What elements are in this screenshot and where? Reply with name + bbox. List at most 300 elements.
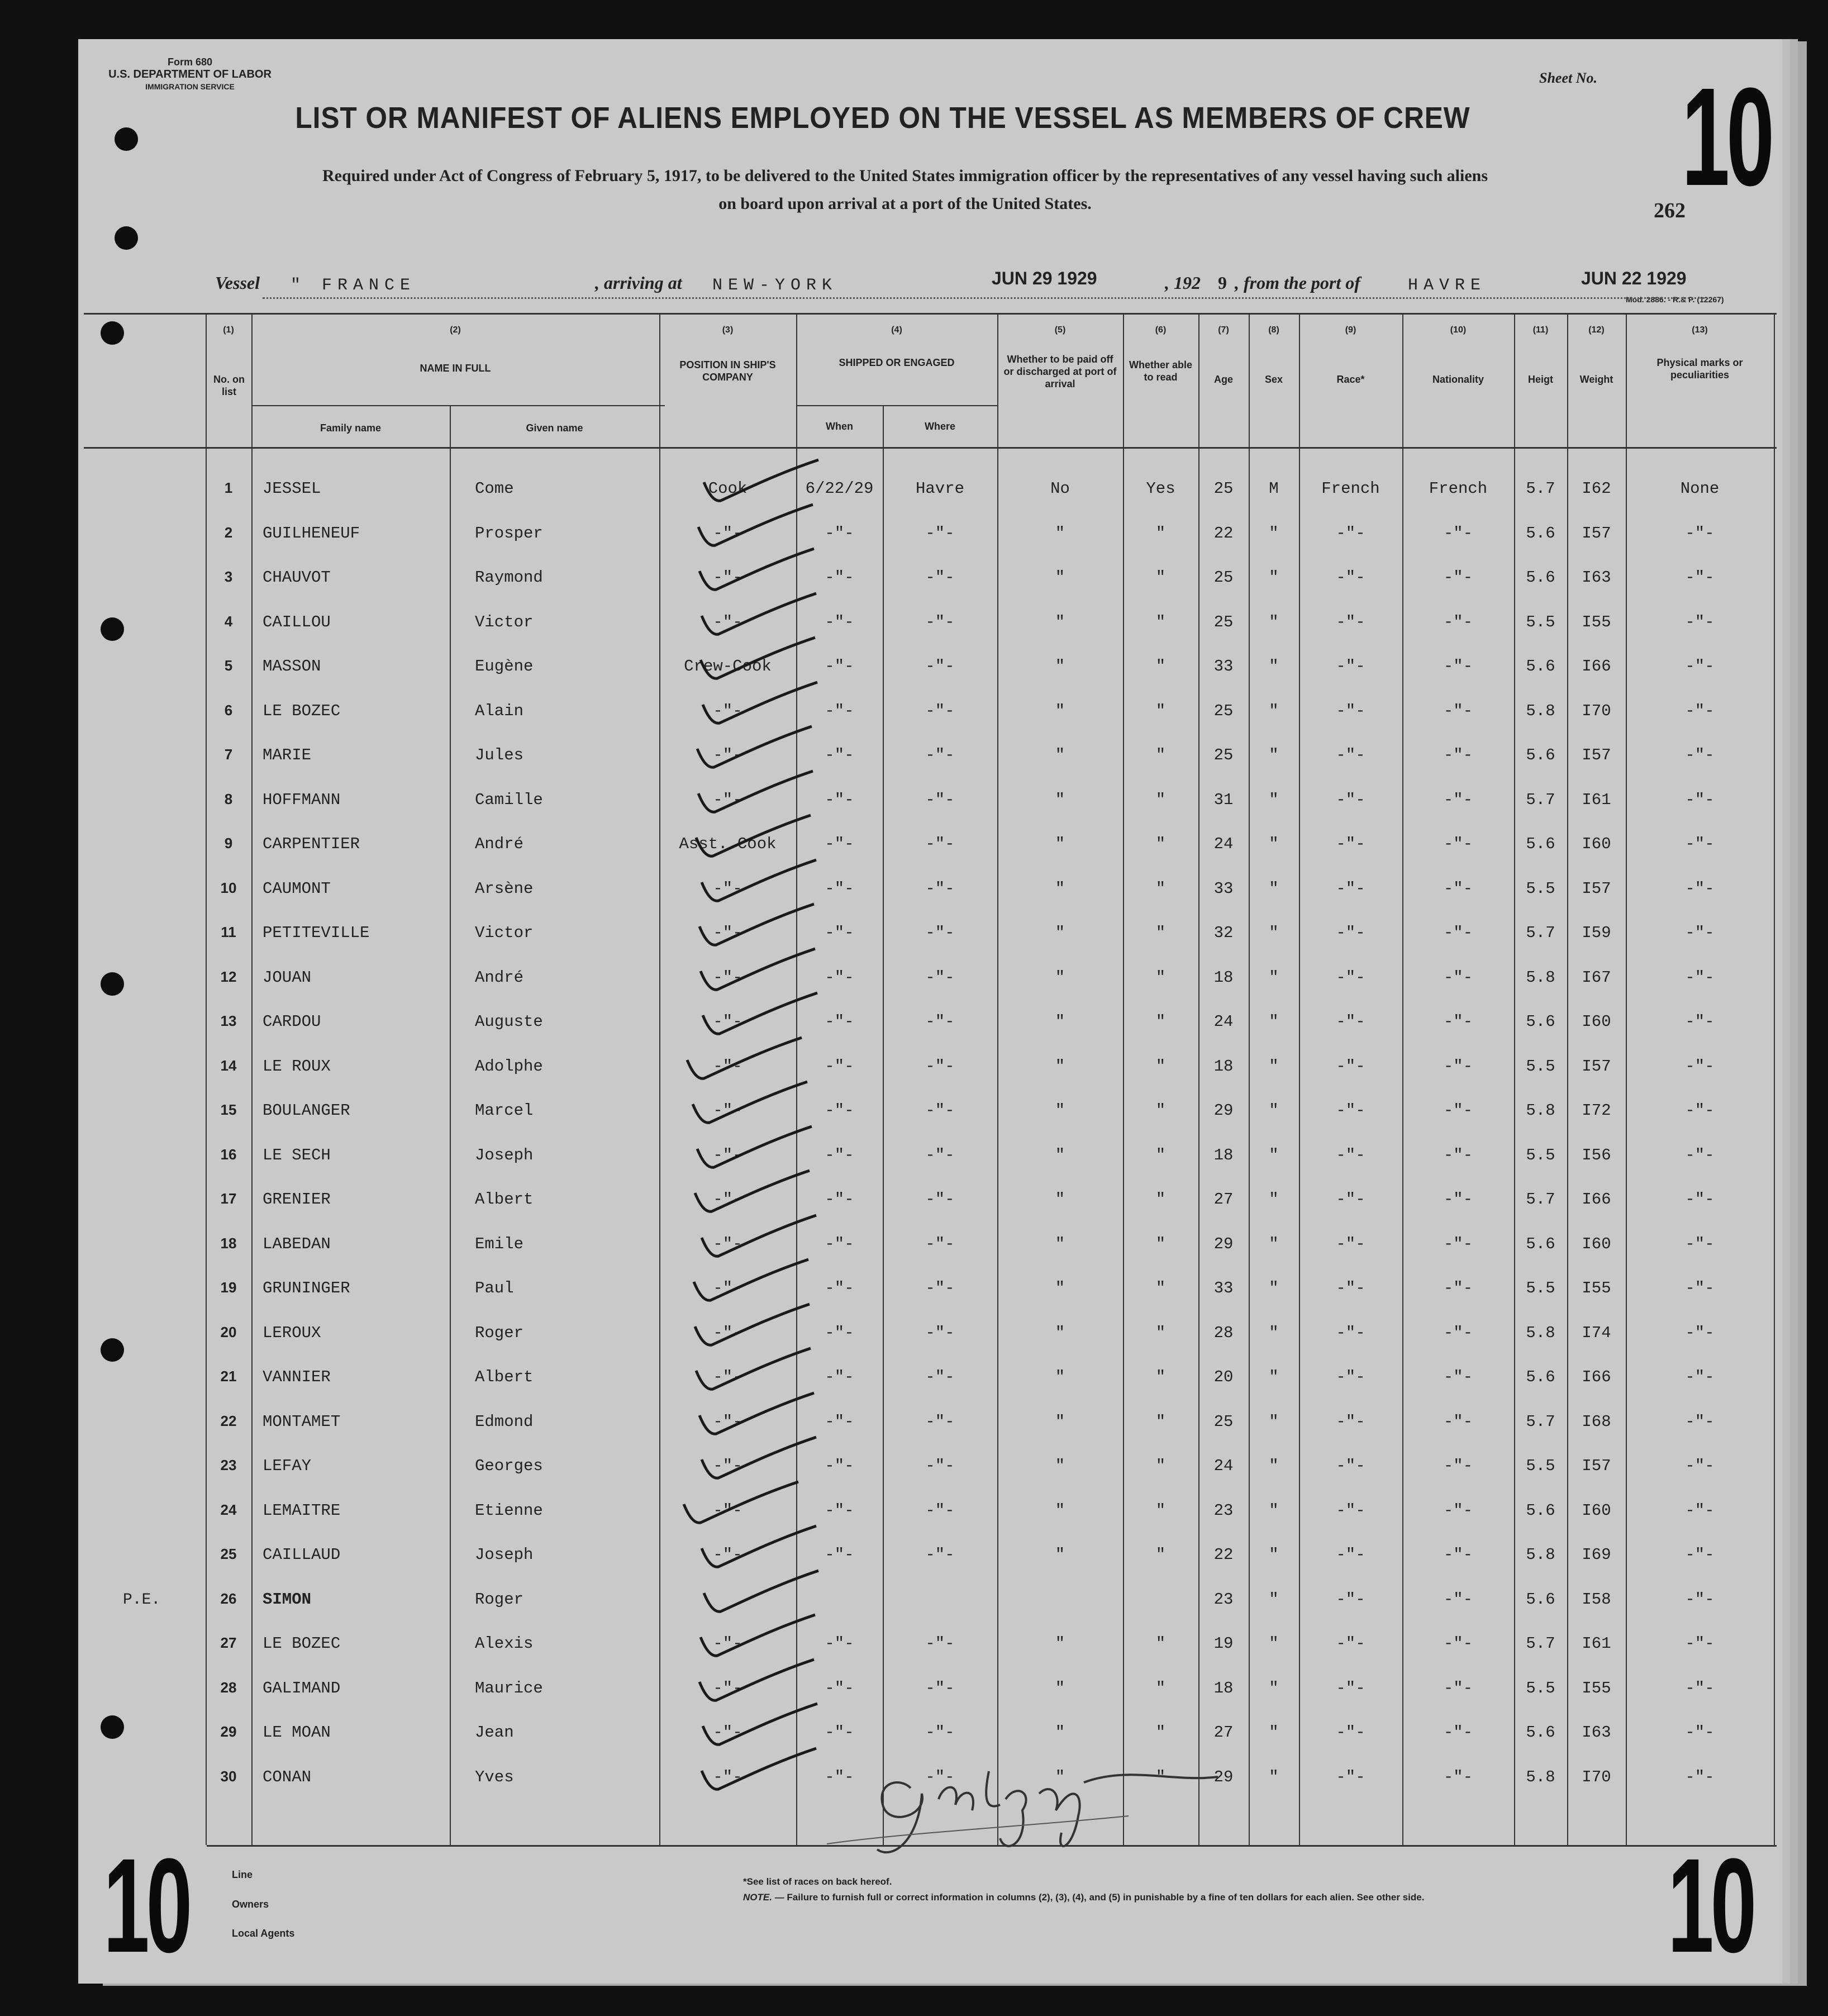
cell-height: 5.5 — [1526, 1145, 1555, 1164]
cell-paid-off: " — [1055, 746, 1065, 764]
cell-weight: I61 — [1582, 1634, 1611, 1653]
cell-physical-marks: -"- — [1685, 1012, 1715, 1031]
cell-sex: " — [1269, 1012, 1279, 1031]
vessel-name: " FRANCE — [291, 276, 416, 295]
cell-physical-marks: -"- — [1685, 746, 1715, 764]
cell-where: -"- — [925, 924, 955, 942]
cell-when: -"- — [825, 1057, 854, 1076]
inspector-check-mark — [694, 901, 817, 952]
cell-race: -"- — [1336, 1590, 1365, 1609]
inspector-check-mark — [689, 1168, 812, 1218]
cell-given-name: Joseph — [475, 1546, 534, 1564]
cell-race: -"- — [1336, 657, 1365, 676]
cell-weight: I69 — [1582, 1546, 1611, 1564]
cell-weight: I60 — [1582, 1234, 1611, 1253]
cell-height: 5.7 — [1526, 924, 1555, 942]
cell-race: -"- — [1336, 924, 1365, 942]
cell-family-name: JOUAN — [263, 968, 312, 987]
cell-nationality: -"- — [1443, 1723, 1473, 1742]
cell-nationality: -"- — [1443, 568, 1473, 587]
cell-race: -"- — [1336, 968, 1365, 987]
cell-nationality: -"- — [1443, 1679, 1473, 1698]
header-height: Heigt — [1528, 374, 1553, 385]
cell-weight: I57 — [1582, 1457, 1611, 1475]
cell-age: 22 — [1213, 524, 1234, 543]
fine-note — [743, 1892, 1424, 1903]
cell-weight: I59 — [1582, 924, 1611, 942]
year-digit: 9 — [1218, 273, 1227, 293]
cell-family-name: CAUMONT — [263, 879, 331, 898]
cell-where: -"- — [925, 524, 955, 543]
cell-age: 31 — [1213, 790, 1234, 809]
cell-paid-off: " — [1055, 1412, 1065, 1431]
cell-weight: I60 — [1582, 835, 1611, 853]
cell-row-number: 20 — [220, 1323, 237, 1340]
cell-nationality: -"- — [1443, 835, 1473, 853]
cell-nationality: -"- — [1443, 1767, 1473, 1786]
cell-where: -"- — [925, 968, 955, 987]
cell-able-to-read: " — [1155, 1279, 1166, 1297]
cell-age: 33 — [1213, 1279, 1234, 1297]
cell-when: -"- — [825, 524, 854, 543]
cell-family-name: BOULANGER — [263, 1101, 350, 1120]
inspector-check-mark — [696, 1523, 819, 1573]
cell-physical-marks: -"- — [1685, 968, 1715, 987]
cell-row-number: 22 — [220, 1412, 237, 1429]
cell-weight: I57 — [1582, 746, 1611, 764]
col-divider — [1402, 313, 1403, 1845]
cell-able-to-read: " — [1155, 524, 1166, 543]
cell-race: -"- — [1336, 1279, 1365, 1297]
cell-paid-off: " — [1055, 924, 1065, 942]
inspector-check-mark — [696, 1434, 819, 1485]
cell-able-to-read: " — [1155, 835, 1166, 853]
cell-race: -"- — [1336, 701, 1365, 720]
cell-sex: " — [1269, 1101, 1279, 1120]
cell-where: Havre — [915, 479, 964, 498]
cell-row-number: 21 — [220, 1368, 237, 1385]
cell-paid-off: " — [1055, 1368, 1065, 1386]
cell-when: -"- — [825, 612, 854, 631]
cell-given-name: Come — [475, 479, 514, 498]
form-mod-code: Mod. 2886. - R.& P. (12267) — [1626, 295, 1724, 304]
cell-age: 29 — [1213, 1767, 1234, 1786]
cell-physical-marks: -"- — [1685, 879, 1715, 898]
cell-race: -"- — [1336, 835, 1365, 853]
cell-age: 27 — [1213, 1190, 1234, 1209]
cell-paid-off: " — [1055, 524, 1065, 543]
inspector-check-mark — [695, 635, 818, 685]
inspector-check-mark — [682, 1035, 804, 1085]
inspector-check-mark — [694, 546, 817, 596]
cell-nationality: -"- — [1443, 924, 1473, 942]
inspector-check-mark — [695, 1612, 818, 1662]
arriving-label: , arriving at — [595, 273, 682, 293]
cell-given-name: Raymond — [475, 568, 543, 587]
cell-position: -"- — [713, 879, 742, 898]
cell-race: -"- — [1336, 1457, 1365, 1475]
cell-weight: I70 — [1582, 1767, 1611, 1786]
cell-race: -"- — [1336, 1634, 1365, 1653]
cell-height: 5.8 — [1526, 1323, 1555, 1342]
cell-age: 32 — [1213, 924, 1234, 942]
cell-where: -"- — [925, 790, 955, 809]
cell-weight: I55 — [1582, 1679, 1611, 1698]
cell-where: -"- — [925, 1457, 955, 1475]
cell-nationality: -"- — [1443, 746, 1473, 764]
cell-able-to-read: " — [1155, 568, 1166, 587]
cell-family-name: VANNIER — [263, 1368, 331, 1386]
cell-position: Cook — [708, 479, 748, 498]
cell-sex: " — [1269, 568, 1279, 587]
cell-physical-marks: -"- — [1685, 1590, 1715, 1609]
cell-row-number: 26 — [220, 1590, 237, 1607]
cell-row-number: 4 — [224, 612, 233, 630]
cell-where: -"- — [925, 1234, 955, 1253]
cell-race: -"- — [1336, 746, 1365, 764]
cell-position: -"- — [713, 1679, 742, 1698]
cell-sex: " — [1269, 924, 1279, 942]
cell-when: -"- — [825, 1323, 854, 1342]
cell-physical-marks: -"- — [1685, 1057, 1715, 1076]
cell-physical-marks: -"- — [1685, 568, 1715, 587]
cell-given-name: Jean — [475, 1723, 514, 1742]
cell-row-number: 28 — [220, 1679, 237, 1696]
cell-paid-off: " — [1055, 1012, 1065, 1031]
sheet-number-top: 10 — [1682, 59, 1772, 215]
cell-able-to-read: " — [1155, 1101, 1166, 1120]
requirement-text — [123, 162, 1687, 218]
cell-height: 5.7 — [1526, 1634, 1555, 1653]
cell-race: -"- — [1336, 568, 1365, 587]
cell-where: -"- — [925, 1101, 955, 1120]
cell-able-to-read: " — [1155, 701, 1166, 720]
cell-race: -"- — [1336, 1501, 1365, 1520]
cell-age: 24 — [1213, 1012, 1234, 1031]
header-where: Where — [924, 421, 955, 432]
cell-row-number: 3 — [224, 568, 233, 585]
cell-height: 5.6 — [1526, 1368, 1555, 1386]
cell-nationality: -"- — [1443, 1368, 1473, 1386]
header-when: When — [826, 421, 853, 432]
cell-position: -"- — [713, 1368, 742, 1386]
cell-weight: I55 — [1582, 612, 1611, 631]
cell-nationality: -"- — [1443, 1057, 1473, 1076]
cell-family-name: HOFFMANN — [263, 790, 341, 809]
cell-weight: I60 — [1582, 1012, 1611, 1031]
col-divider — [1123, 313, 1124, 1845]
col-number: (3) — [722, 325, 734, 335]
cell-when: 6/22/29 — [805, 479, 874, 498]
cell-weight: I72 — [1582, 1101, 1611, 1120]
requirement-line-2: on board upon arrival at a port of the United States. — [718, 194, 1092, 213]
cell-nationality: -"- — [1443, 1546, 1473, 1564]
cell-able-to-read: " — [1155, 746, 1166, 764]
cell-race: -"- — [1336, 1679, 1365, 1698]
cell-row-number: 19 — [220, 1279, 237, 1296]
requirement-line-1: Required under Act of Congress of February 5, 1917, to be delivered to the United States immigration officer by the representatives of any vessel having such aliens — [322, 167, 1488, 185]
cell-age: 19 — [1213, 1634, 1234, 1653]
cell-family-name: PETITEVILLE — [263, 924, 370, 942]
sheet-code: 262 — [1654, 199, 1686, 222]
cell-position: -"- — [713, 1145, 742, 1164]
cell-physical-marks: -"- — [1685, 1279, 1715, 1297]
cell-able-to-read: " — [1155, 1767, 1166, 1786]
cell-physical-marks: None — [1680, 479, 1720, 498]
cell-weight: I63 — [1582, 568, 1611, 587]
cell-position: -"- — [713, 1634, 742, 1653]
cell-position: -"- — [713, 612, 742, 631]
cell-family-name: LEMAITRE — [263, 1501, 341, 1520]
cell-age: 28 — [1213, 1323, 1234, 1342]
cell-physical-marks: -"- — [1685, 1368, 1715, 1386]
cell-sex: " — [1269, 790, 1279, 809]
inspector-check-mark — [694, 1390, 817, 1440]
cell-when: -"- — [825, 701, 854, 720]
cell-where: -"- — [925, 835, 955, 853]
cell-row-number: 23 — [220, 1457, 237, 1473]
cell-weight: I58 — [1582, 1590, 1611, 1609]
cell-height: 5.5 — [1526, 1057, 1555, 1076]
note-text: — Failure to furnish full or correct information in columns (2), (3), (4), and (5) in punishable by a fine of ten dollars for each alien. See other side. — [774, 1892, 1425, 1903]
cell-given-name: Alexis — [475, 1634, 534, 1653]
cell-age: 25 — [1213, 479, 1234, 498]
col-divider — [1514, 313, 1515, 1845]
crew-manifest-table — [84, 313, 1777, 1849]
cell-given-name: Arsène — [475, 879, 534, 898]
cell-height: 5.7 — [1526, 479, 1555, 498]
cell-able-to-read: " — [1155, 1634, 1166, 1653]
cell-able-to-read: " — [1155, 1234, 1166, 1253]
cell-able-to-read: " — [1155, 1145, 1166, 1164]
cell-age: 25 — [1213, 612, 1234, 631]
cell-given-name: André — [475, 835, 524, 853]
cell-height: 5.6 — [1526, 746, 1555, 764]
col-divider — [1626, 313, 1627, 1845]
cell-given-name: Prosper — [475, 524, 543, 543]
cell-sex: " — [1269, 701, 1279, 720]
inspector-check-mark — [694, 1657, 817, 1707]
cell-position: -"- — [713, 1501, 742, 1520]
cell-height: 5.6 — [1526, 835, 1555, 853]
cell-weight: I66 — [1582, 657, 1611, 676]
cell-height: 5.6 — [1526, 1590, 1555, 1609]
col-divider — [1774, 313, 1775, 1845]
cell-age: 23 — [1213, 1501, 1234, 1520]
cell-height: 5.6 — [1526, 1234, 1555, 1253]
cell-nationality: -"- — [1443, 1323, 1473, 1342]
table-header-rule — [84, 447, 1777, 449]
cell-sex: " — [1269, 1323, 1279, 1342]
cell-given-name: Edmond — [475, 1412, 534, 1431]
cell-family-name: LE BOZEC — [263, 701, 341, 720]
cell-age: 24 — [1213, 835, 1234, 853]
header-race: Race* — [1336, 374, 1365, 385]
cell-paid-off: No — [1050, 479, 1070, 498]
cell-age: 25 — [1213, 1412, 1234, 1431]
inspector-check-mark — [695, 946, 818, 996]
cell-height: 5.7 — [1526, 1190, 1555, 1209]
cell-race: -"- — [1336, 1323, 1365, 1342]
inspector-signature — [793, 1732, 1296, 1866]
cell-paid-off: " — [1055, 790, 1065, 809]
cell-paid-off: " — [1055, 1145, 1065, 1164]
cell-able-to-read: " — [1155, 1190, 1166, 1209]
col-divider — [1567, 313, 1568, 1845]
cell-row-number: 8 — [224, 790, 233, 807]
cell-race: -"- — [1336, 1234, 1365, 1253]
header-subrule-name — [251, 405, 665, 406]
cell-weight: I61 — [1582, 790, 1611, 809]
cell-where: -"- — [925, 1145, 955, 1164]
cell-weight: I70 — [1582, 701, 1611, 720]
cell-paid-off: " — [1055, 568, 1065, 587]
cell-height: 5.8 — [1526, 1767, 1555, 1786]
cell-given-name: Adolphe — [475, 1057, 543, 1076]
cell-paid-off: " — [1055, 1190, 1065, 1209]
cell-physical-marks: -"- — [1685, 1234, 1715, 1253]
cell-nationality: -"- — [1443, 1412, 1473, 1431]
cell-family-name: GUILHENEUF — [263, 524, 360, 543]
inspector-check-mark — [691, 812, 813, 863]
cell-age: 22 — [1213, 1546, 1234, 1564]
cell-paid-off: " — [1055, 1323, 1065, 1342]
cell-sex: " — [1269, 968, 1279, 987]
cell-nationality: -"- — [1443, 1634, 1473, 1653]
cell-given-name: Maurice — [475, 1679, 543, 1698]
cell-race: -"- — [1336, 612, 1365, 631]
cell-weight: I67 — [1582, 968, 1611, 987]
cell-physical-marks: -"- — [1685, 1457, 1715, 1475]
cell-age: 29 — [1213, 1101, 1234, 1120]
cell-when: -"- — [825, 1634, 854, 1653]
cell-given-name: Yves — [475, 1767, 514, 1786]
cell-where: -"- — [925, 1767, 955, 1786]
cell-where: -"- — [925, 1323, 955, 1342]
cell-sex: " — [1269, 1634, 1279, 1653]
vessel-line-rule — [263, 297, 1704, 299]
sheet-number-bottom-right: 10 — [1668, 1830, 1754, 1980]
cell-paid-off: " — [1055, 1679, 1065, 1698]
cell-able-to-read: " — [1155, 1457, 1166, 1475]
cell-race: -"- — [1336, 1767, 1365, 1786]
from-port-label: , from the port of — [1235, 273, 1360, 293]
header-subrule-shipped — [796, 405, 997, 406]
cell-row-number: 13 — [220, 1012, 237, 1029]
col-divider — [1198, 313, 1199, 1845]
note-label: NOTE. — [743, 1892, 772, 1903]
cell-nationality: -"- — [1443, 1501, 1473, 1520]
table-top-rule — [84, 313, 1777, 315]
cell-able-to-read: " — [1155, 1012, 1166, 1031]
header-weight: Weight — [1579, 374, 1613, 385]
cell-where: -"- — [925, 1546, 955, 1564]
cell-race: French — [1321, 479, 1380, 498]
department: U.S. DEPARTMENT OF LABOR — [108, 68, 272, 80]
sheet-label: Sheet No. — [1539, 70, 1597, 86]
cell-family-name: MARIE — [263, 746, 312, 764]
cell-height: 5.6 — [1526, 524, 1555, 543]
cell-family-name: CAILLAUD — [263, 1546, 341, 1564]
cell-physical-marks: -"- — [1685, 1679, 1715, 1698]
cell-position: -"- — [713, 746, 742, 764]
cell-family-name: LEFAY — [263, 1457, 312, 1475]
cell-position: -"- — [713, 1723, 742, 1742]
cell-weight: I57 — [1582, 1057, 1611, 1076]
cell-race: -"- — [1336, 1057, 1365, 1076]
cell-weight: I57 — [1582, 524, 1611, 543]
cell-race: -"- — [1336, 1190, 1365, 1209]
cell-paid-off: " — [1055, 1546, 1065, 1564]
cell-age: 25 — [1213, 746, 1234, 764]
cell-able-to-read: " — [1155, 1679, 1166, 1698]
cell-sex: " — [1269, 1279, 1279, 1297]
cell-age: 29 — [1213, 1234, 1234, 1253]
inspector-check-mark — [698, 1568, 821, 1618]
inspector-check-mark — [692, 1124, 815, 1174]
cell-race: -"- — [1336, 1412, 1365, 1431]
cell-when: -"- — [825, 568, 854, 587]
cell-sex: " — [1269, 746, 1279, 764]
cell-paid-off: " — [1055, 835, 1065, 853]
cell-race: -"- — [1336, 524, 1365, 543]
cell-nationality: -"- — [1443, 1190, 1473, 1209]
col-number: (2) — [450, 325, 461, 335]
inspector-check-mark — [693, 502, 816, 552]
cell-weight: I68 — [1582, 1412, 1611, 1431]
cell-where: -"- — [925, 1412, 955, 1431]
col-number: (13) — [1692, 325, 1708, 335]
cell-sex: " — [1269, 1234, 1279, 1253]
cell-position: -"- — [713, 1057, 742, 1076]
cell-sex: " — [1269, 1057, 1279, 1076]
cell-row-number: 30 — [220, 1767, 237, 1785]
inspector-check-mark — [689, 1301, 812, 1352]
cell-physical-marks: -"- — [1685, 524, 1715, 543]
col-number: (6) — [1155, 325, 1167, 335]
inspector-check-mark — [697, 990, 820, 1040]
cell-sex: " — [1269, 1501, 1279, 1520]
header-position: POSITION IN SHIP'S COMPANY — [679, 359, 776, 383]
cell-position: -"- — [713, 1234, 742, 1253]
cell-paid-off: " — [1055, 1634, 1065, 1653]
year-label: , 192 — [1165, 273, 1201, 293]
cell-position: -"- — [713, 524, 742, 543]
cell-weight: I63 — [1582, 1723, 1611, 1742]
cell-nationality: -"- — [1443, 1590, 1473, 1609]
cell-when: -"- — [825, 1145, 854, 1164]
cell-family-name: CARDOU — [263, 1012, 321, 1031]
sheet-number-bottom-left: 10 — [103, 1830, 189, 1980]
cell-family-name: CONAN — [263, 1767, 312, 1786]
cell-family-name: LE BOZEC — [263, 1634, 341, 1653]
col-number: (4) — [891, 325, 902, 335]
col-divider — [659, 313, 660, 1845]
cell-given-name: Marcel — [475, 1101, 534, 1120]
inspector-check-mark — [693, 768, 816, 819]
cell-weight: I60 — [1582, 1501, 1611, 1520]
cell-where: -"- — [925, 1679, 955, 1698]
cell-position: -"- — [713, 568, 742, 587]
cell-paid-off: " — [1055, 657, 1065, 676]
cell-height: 5.6 — [1526, 1012, 1555, 1031]
footer-line-label: Line — [232, 1869, 253, 1880]
col-number: (10) — [1450, 325, 1467, 335]
cell-able-to-read: " — [1155, 1057, 1166, 1076]
cell-when: -"- — [825, 1190, 854, 1209]
cell-given-name: André — [475, 968, 524, 987]
cell-nationality: -"- — [1443, 524, 1473, 543]
